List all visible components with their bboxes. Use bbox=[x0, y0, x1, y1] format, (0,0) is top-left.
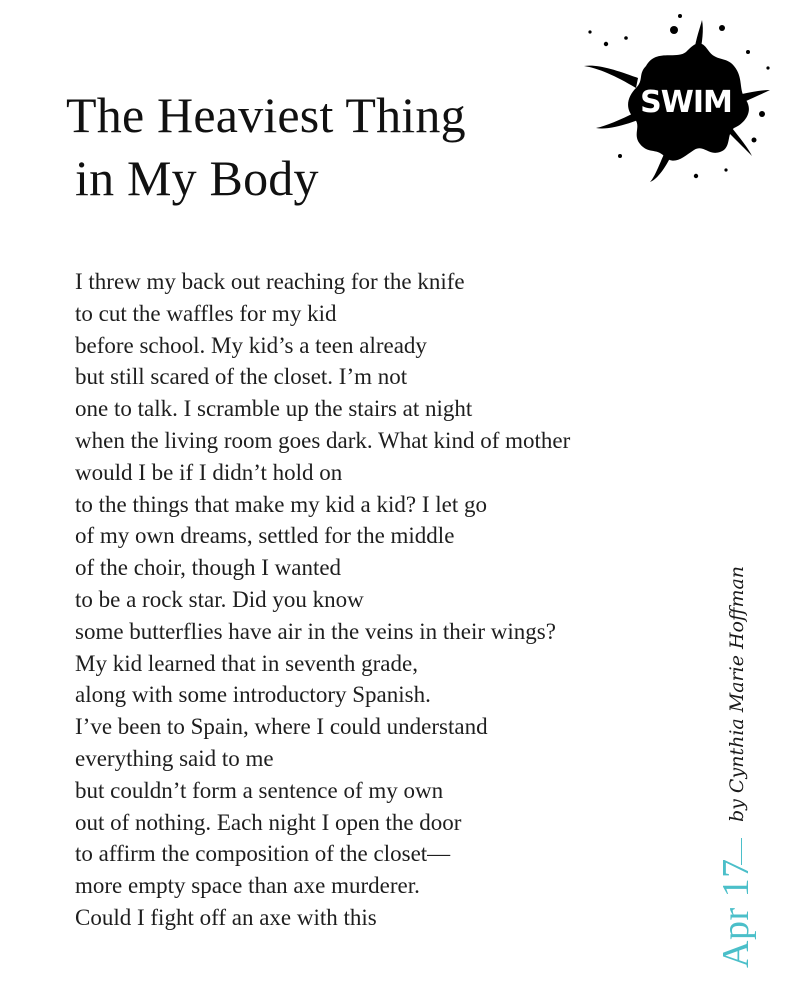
poem-body bbox=[75, 266, 570, 934]
poem-line: before school. My kid’s a teen already bbox=[75, 332, 427, 358]
poem-line: but still scared of the closet. I’m not bbox=[75, 364, 408, 390]
author-byline: by Cynthia Marie Hoffman bbox=[726, 565, 748, 822]
poem-line: everything said to me bbox=[75, 745, 274, 771]
poem-line: Could I fight off an axe with this bbox=[75, 904, 377, 930]
poem-line: My kid learned that in seventh grade, bbox=[75, 650, 418, 676]
poem-line: to be a rock star. Did you know bbox=[75, 586, 364, 612]
swim-logo bbox=[576, 8, 776, 188]
poem-line: out of nothing. Each night I open the door bbox=[75, 809, 462, 835]
poem-line: more empty space than axe murderer. bbox=[75, 873, 420, 899]
title-line-2: in My Body bbox=[75, 150, 319, 206]
poem-line: to affirm the composition of the closet— bbox=[75, 841, 451, 867]
poem-line: along with some introductory Spanish. bbox=[75, 682, 431, 708]
poem-line: one to talk. I scramble up the stairs at night bbox=[75, 396, 473, 422]
poem-line: some butterflies have air in the veins in their wings? bbox=[75, 618, 556, 644]
poem-line: I threw my back out reaching for the knife bbox=[75, 269, 465, 294]
poem-line: but couldn’t form a sentence of my own bbox=[75, 777, 444, 803]
poem-line: would I be if I didn’t hold on bbox=[75, 459, 343, 485]
poem-line: of the choir, though I wanted bbox=[75, 555, 342, 581]
poem-line: to the things that make my kid a kid? I let go bbox=[75, 491, 488, 517]
logo-text: SWIM bbox=[640, 85, 732, 120]
poem-line: I’ve been to Spain, where I could understand bbox=[75, 714, 488, 740]
poem-title bbox=[66, 84, 466, 210]
title-line-1: The Heaviest Thing bbox=[66, 87, 466, 143]
poem-line: when the living room goes dark. What kind of mother bbox=[75, 427, 571, 453]
publish-date: Apr 17 bbox=[715, 858, 757, 968]
poem-line: to cut the waffles for my kid bbox=[75, 300, 337, 326]
poem-line: of my own dreams, settled for the middle bbox=[75, 523, 455, 549]
